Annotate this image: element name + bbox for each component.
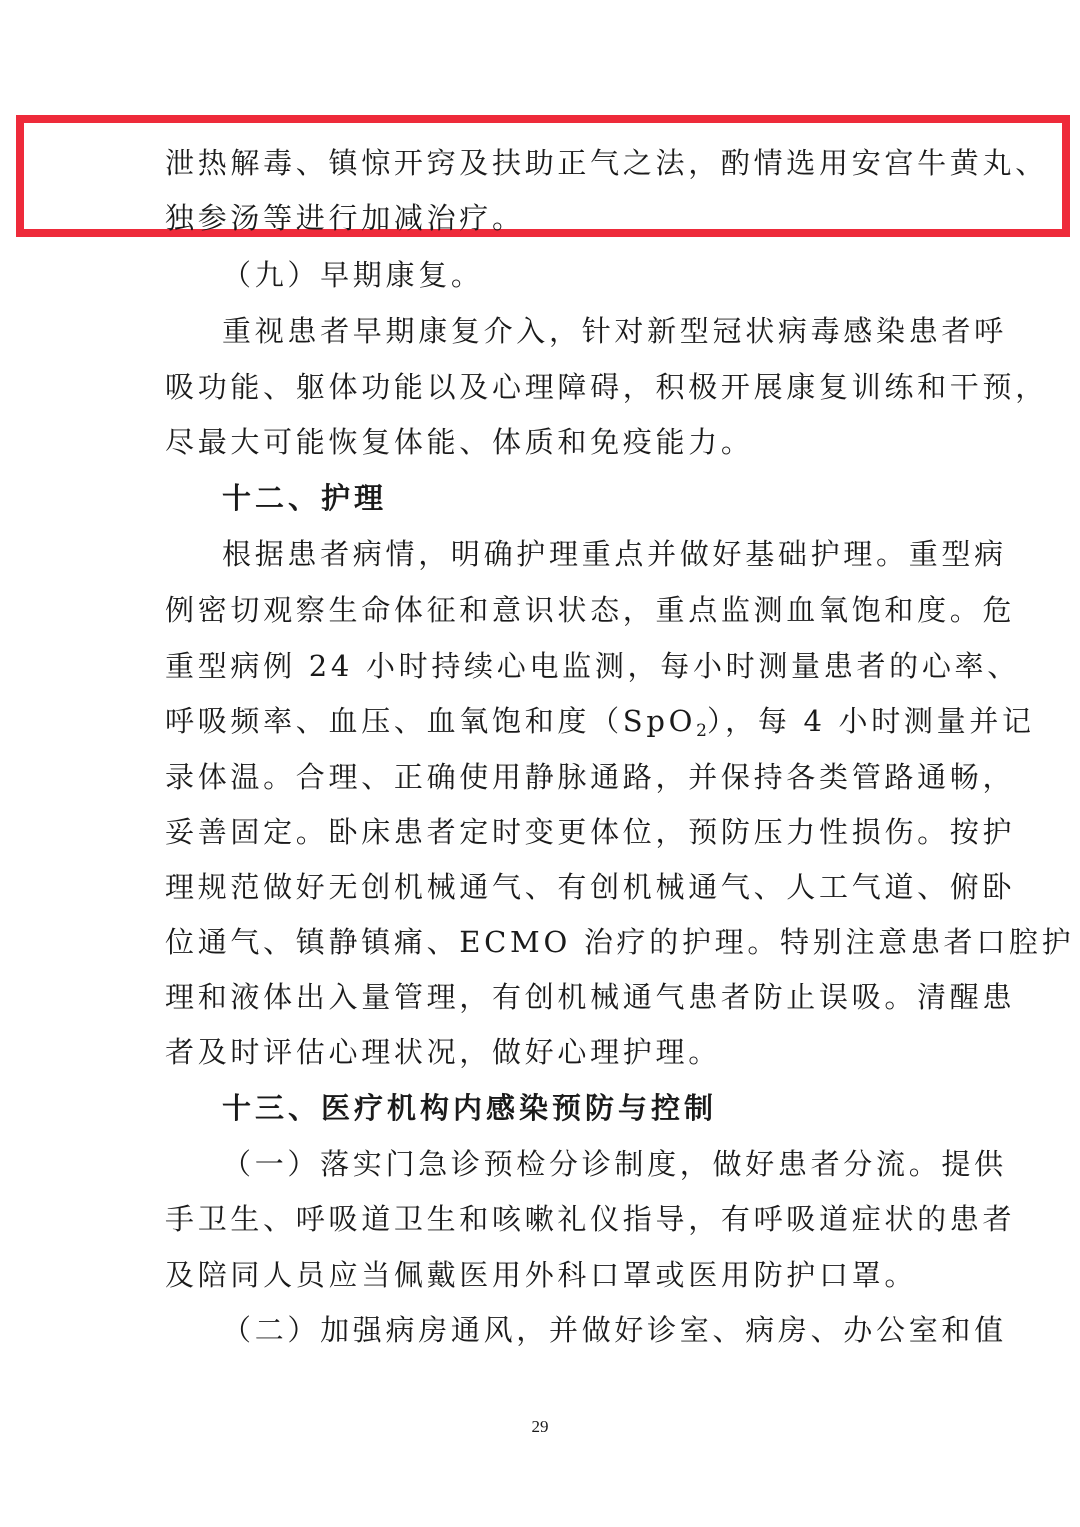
paragraph-line: 根据患者病情，明确护理重点并做好基础护理。重型病: [222, 537, 1007, 571]
paragraph-line: 者及时评估心理状况，做好心理护理。: [165, 1035, 721, 1069]
paragraph-line: 妥善固定。卧床患者定时变更体位，预防压力性损伤。按护: [165, 815, 1016, 849]
paragraph-line: 理规范做好无创机械通气、有创机械通气、人工气道、俯卧: [165, 870, 1016, 904]
section-9-title: （九）早期康复。: [222, 258, 484, 292]
paragraph-line: （一）落实门急诊预检分诊制度，做好患者分流。提供: [222, 1147, 1007, 1181]
highlighted-line-1: 泄热解毒、镇惊开窍及扶助正气之法，酌情选用安宫牛黄丸、: [165, 146, 1048, 180]
paragraph-line: 重视患者早期康复介入，针对新型冠状病毒感染患者呼: [222, 314, 1007, 348]
paragraph-line: 吸功能、躯体功能以及心理障碍，积极开展康复训练和干预，: [165, 370, 1048, 404]
paragraph-line: 例密切观察生命体征和意识状态，重点监测血氧饱和度。危: [165, 593, 1016, 627]
paragraph-line: （二）加强病房通风，并做好诊室、病房、办公室和值: [222, 1313, 1007, 1347]
paragraph-text: ），每 4 小时测量并记: [706, 704, 1035, 738]
subscript-2: 2: [696, 721, 707, 741]
paragraph-line: 录体温。合理、正确使用静脉通路，并保持各类管路通畅，: [165, 760, 1016, 794]
paragraph-line: 尽最大可能恢复体能、体质和免疫能力。: [165, 425, 754, 459]
paragraph-line: 理和液体出入量管理，有创机械通气患者防止误吸。清醒患: [165, 980, 1016, 1014]
section-12-heading: 十二、护理: [222, 481, 388, 515]
page-number: 29: [531, 1417, 549, 1436]
paragraph-line: 及陪同人员应当佩戴医用外科口罩或医用防护口罩。: [165, 1258, 918, 1292]
highlighted-line-2: 独参汤等进行加减治疗。: [165, 201, 525, 235]
paragraph-line: 重型病例 24 小时持续心电监测，每小时测量患者的心率、: [165, 649, 1020, 683]
paragraph-line: 位通气、镇静镇痛、ECMO 治疗的护理。特别注意患者口腔护: [165, 925, 1075, 959]
spo2-text: 呼吸频率、血压、血氧饱和度（SpO: [165, 704, 697, 738]
paragraph-line: [165, 701, 1035, 751]
paragraph-line: 手卫生、呼吸道卫生和咳嗽礼仪指导，有呼吸道症状的患者: [165, 1202, 1016, 1236]
section-13-heading: 十三、医疗机构内感染预防与控制: [222, 1091, 718, 1125]
